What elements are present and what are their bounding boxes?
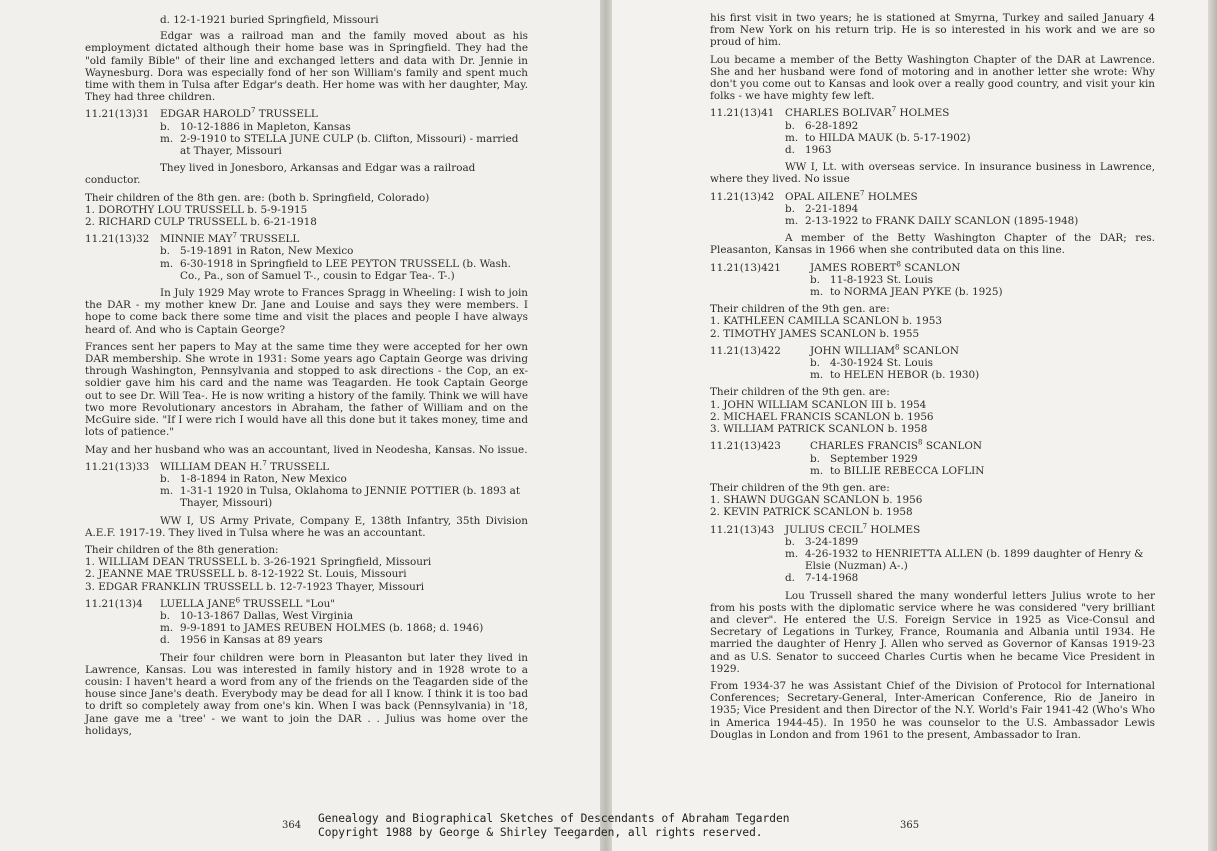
children-list xyxy=(710,482,1155,519)
birth-event: 1-8-1894 in Raton, New Mexico xyxy=(180,472,347,485)
entry-heading xyxy=(85,598,528,610)
entry-number: 11.21(13)422 xyxy=(710,344,781,357)
entry-number: 11.21(13)423 xyxy=(710,440,781,453)
children-list xyxy=(85,544,528,593)
marriage-event: to BILLIE REBECCA LOFLIN xyxy=(830,464,985,477)
birth-event: 5-19-1891 in Raton, New Mexico xyxy=(180,245,354,258)
list-item: 2. RICHARD CULP TRUSSELL b. 6-21-1918 xyxy=(85,216,317,229)
entry-heading xyxy=(85,233,528,245)
entry-events: b. 2-21-1894 m. 2-13-1922 to FRANK DAILY SCANLON (1895-1948) xyxy=(785,203,1155,227)
birth-event: 6-28-1892 xyxy=(805,119,859,132)
paragraph: WW I, Lt. with overseas service. In insurance business in Lawrence, where they lived. No issue xyxy=(710,161,1155,186)
birth-event: 11-8-1923 St. Louis xyxy=(830,273,934,286)
entry-number: 11.21(13)42 xyxy=(710,190,775,203)
paragraph: his first visit in two years; he is stationed at Smyrna, Turkey and sailed January 4 from New York on his return trip. He is so interested in his work and we are so proud of him. xyxy=(710,12,1155,49)
birth-event: 3-24-1899 xyxy=(805,535,859,548)
book-gutter xyxy=(600,0,612,851)
entry-heading xyxy=(710,345,1155,357)
marriage-event: 4-26-1932 to HENRIETTA ALLEN (b. 1899 daughter of Henry & Elsie (Nuzman) A-.) xyxy=(805,547,1144,573)
paragraph: They lived in Jonesboro, Arkansas and Edgar was a railroad conductor. xyxy=(85,162,476,187)
children-list xyxy=(710,386,1155,435)
paragraph: A member of the Betty Washington Chapter of the DAR; res. Pleasanton, Kansas in 1966 when she contributed data on this line. xyxy=(710,232,1155,257)
birth-event: 2-21-1894 xyxy=(805,202,859,215)
marriage-event: 1-31-1 1920 in Tulsa, Oklahoma to JENNIE POTTIER (b. 1893 at Thayer, Missouri) xyxy=(180,485,521,510)
death-event: 1956 in Kansas at 89 years xyxy=(180,634,323,647)
entry-events: b. 3-24-1899 m. 4-26-1932 to HENRIETTA ALLEN (b. 1899 daughter of Henry & Elsie (Nuzman) A-.) d. 7-14-1968 xyxy=(785,536,1155,585)
entry-number: 11.21(13)43 xyxy=(710,523,775,536)
entry-heading xyxy=(85,108,528,120)
children-heading: Their children of the 8th generation: xyxy=(85,543,279,556)
entry-number: 11.21(13)4 xyxy=(85,597,143,610)
list-item: 1. DOROTHY LOU TRUSSELL b. 5-9-1915 xyxy=(85,203,308,216)
entry-name: MINNIE MAY$^7$ TRUSSELL xyxy=(160,231,300,246)
entry-number: 11.21(13)32 xyxy=(85,233,150,246)
list-item: 2. TIMOTHY JAMES SCANLON b. 1955 xyxy=(710,327,920,340)
right-page xyxy=(612,0,1208,851)
marriage-event: to NORMA JEAN PYKE (b. 1925) xyxy=(830,286,1003,299)
list-item: 2. KEVIN PATRICK SCANLON b. 1958 xyxy=(710,506,913,519)
marriage-event: 6-30-1918 in Springfield to LEE PEYTON TRUSSELL (b. Wash. Co., Pa., son of Samuel T-., cousin to Edgar Tea-. T-.) xyxy=(180,257,511,282)
marriage-event: 2-13-1922 to FRANK DAILY SCANLON (1895-1948) xyxy=(805,215,1079,228)
paragraph: WW I, US Army Private, Company E, 138th Infantry, 35th Division A.E.F. 1917-19. They lived in Tulsa where he was an accountant. xyxy=(85,514,528,539)
marriage-event: 9-9-1891 to JAMES REUBEN HOLMES (b. 1868; d. 1946) xyxy=(180,622,484,635)
list-item: 1. JOHN WILLIAM SCANLON III b. 1954 xyxy=(710,398,927,411)
marriage-event: to HELEN HEBOR (b. 1930) xyxy=(830,369,980,382)
entry-name: CHARLES BOLIVAR$^7$ HOLMES xyxy=(785,105,950,120)
list-item: 3. EDGAR FRANKLIN TRUSSELL b. 12-7-1923 Thayer, Missouri xyxy=(85,580,425,593)
entry-events: b. 4-30-1924 St. Louis m. to HELEN HEBOR (b. 1930) xyxy=(810,357,1155,381)
birth-event: September 1929 xyxy=(830,452,918,465)
left-page xyxy=(0,0,600,851)
page-edge xyxy=(1208,0,1217,851)
entry-name: WILLIAM DEAN H.$^7$ TRUSSELL xyxy=(160,459,330,473)
paragraph: From 1934-37 he was Assistant Chief of the Division of Protocol for International Conferences; Secretary-General, Inter-American Conference, Rio de Janeiro in 1935; Vice President and then Director of the N.Y. World's Fair 1941-42 (Who's Who in America 1944-45). In 1950 he was counselor to the U.S. Ambassador Lewis Douglas in London and from 1961 to the present, Ambassador to Iran. xyxy=(710,679,1155,741)
entry-name: JOHN WILLIAM$^8$ SCANLON xyxy=(810,343,959,357)
entry-events: b. 6-28-1892 m. to HILDA MAUK (b. 5-17-1902) d. 1963 xyxy=(785,120,1155,157)
paragraph: May and her husband who was an accountant, lived in Neodesha, Kansas. No issue. xyxy=(85,443,528,456)
paragraph: d. 12-1-1921 buried Springfield, Missouri xyxy=(160,14,379,26)
entry-name: CHARLES FRANCIS$^8$ SCANLON xyxy=(810,438,983,453)
children-list xyxy=(710,303,1155,340)
marriage-event: to HILDA MAUK (b. 5-17-1902) xyxy=(805,131,971,144)
right-text-column xyxy=(710,12,1155,746)
paragraph: In July 1929 May wrote to Frances Spragg in Wheeling: I wish to join the DAR - my mother knew Dr. Jane and Louise and says they were members. I hope to come back there some time and visit the places and people I have always heard of. And who is Captain George? xyxy=(85,287,528,336)
paragraph: Their four children were born in Pleasanton but later they lived in Lawrence, Kansas. Lou was interested in family history and in 1928 wrote to a cousin: I haven't heard a word from any of the friends on the Teagarden side of the house since Jane's death. Everybody may be dead for all I know. I think it is too bad to drift so completely away from one's kin. When I was back (Pennsylvania) in '18, Jane gave me a 'tree' - we want to join the DAR . . Julius was home over the holidays, xyxy=(85,651,528,737)
entry-events: b. 10-13-1867 Dallas, West Virginia m. 9-9-1891 to JAMES REUBEN HOLMES (b. 1868; d. 1946) d. 1956 in Kansas at 89 years xyxy=(160,610,528,647)
page-number: 364 xyxy=(282,820,302,831)
paragraph: Edgar was a railroad man and the family moved about as his employment dictated although their home base was in Springfield. They had the "old family Bible" of their line and exchanged letters and data with Dr. Jennie in Waynesburg. Dora was especially fond of her son William's family and spent much time with them in Tulsa after Edgar's death. Her home was with her daughter, May. They had three children. xyxy=(85,30,528,104)
entry-heading xyxy=(710,191,1155,203)
footer-copyright: Copyright 1988 by George & Shirley Teegarden, all rights reserved. xyxy=(318,826,763,839)
birth-event: 10-12-1886 in Mapleton, Kansas xyxy=(180,120,351,133)
death-event: 1963 xyxy=(805,144,832,157)
paragraph: Lou became a member of the Betty Washington Chapter of the DAR at Lawrence. She and her husband were fond of motoring and in another letter she wrote: Why don't you come out to Kansas and look over a really good country, and visit your kin folks - we have mighty few left. xyxy=(710,53,1155,103)
children-heading: Their children of the 9th gen. are: xyxy=(710,481,890,494)
list-item: 2. JEANNE MAE TRUSSELL b. 8-12-1922 St. Louis, Missouri xyxy=(85,568,407,581)
birth-event: 10-13-1867 Dallas, West Virginia xyxy=(180,609,354,622)
entry-events: b. 11-8-1923 St. Louis m. to NORMA JEAN PYKE (b. 1925) xyxy=(810,274,1155,298)
entry-name: OPAL AILENE$^7$ HOLMES xyxy=(785,189,918,203)
entry-name: JULIUS CECIL$^7$ HOLMES xyxy=(785,522,921,536)
entry-name: LUELLA JANE$^6$ TRUSSELL "Lou" xyxy=(160,596,336,610)
entry-heading xyxy=(710,262,1155,274)
entry-number: 11.21(13)31 xyxy=(85,108,150,121)
entry-number: 11.21(13)421 xyxy=(710,261,781,274)
paragraph: Frances sent her papers to May at the same time they were accepted for her own DAR membership. She wrote in 1931: Some years ago Captain George was driving through Washington, Pennsylvania and stopped to ask directions - the Cop, an ex-soldier gave him his card and the name was Teagarden. He took Captain George out to see Dr. Will Tea-. He is now writing a history of the family. Think we will have two more Revolutionary ancestors in Abraham, the father of William and on the McGuire side. "If I were rich I would have all this done but it takes money, time and lots of patience." xyxy=(85,340,528,439)
list-item: 1. SHAWN DUGGAN SCANLON b. 1956 xyxy=(710,494,923,507)
entry-name: JAMES ROBERT$^8$ SCANLON xyxy=(810,260,961,274)
list-item: 3. WILLIAM PATRICK SCANLON b. 1958 xyxy=(710,423,928,436)
death-event: 7-14-1968 xyxy=(805,572,859,585)
list-item: 2. MICHAEL FRANCIS SCANLON b. 1956 xyxy=(710,410,934,423)
children-heading: Their children of the 9th gen. are: xyxy=(710,303,890,316)
children-heading: Their children of the 9th gen. are: xyxy=(710,386,890,399)
entry-events: b. 5-19-1891 in Raton, New Mexico m. 6-30-1918 in Springfield to LEE PEYTON TRUSSELL (b. Wash. Co., Pa., son of Samuel T-., cousin to Edgar Tea-. T-.) xyxy=(160,245,528,282)
birth-event: 4-30-1924 St. Louis xyxy=(830,357,934,370)
list-item: 1. WILLIAM DEAN TRUSSELL b. 3-26-1921 Springfield, Missouri xyxy=(85,556,432,569)
paragraph: Lou Trussell shared the many wonderful letters Julius wrote to her from his posts with the diplomatic service where he was considered "very brilliant and clever". He entered the U.S. Foreign Service in 1925 as Vice-Consul and Secretary of Legations in Turkey, France, Roumania and Albania until 1934. He married the daughter of Henry J. Allen who served as Governor of Kansas 1919-23 and as U.S. Senator to succeed Charles Curtis when he became Vice President in 1929. xyxy=(710,589,1155,675)
children-heading: Their children of the 8th gen. are: (both b. Springfield, Colorado) xyxy=(85,191,430,204)
entry-events: b. 10-12-1886 in Mapleton, Kansas m. 2-9-1910 to STELLA JUNE CULP (b. Clifton, Missouri) - married at Thayer, Missouri xyxy=(160,121,528,158)
children-list xyxy=(85,192,528,229)
entry-heading xyxy=(710,107,1155,119)
entry-heading xyxy=(85,461,528,473)
page-number: 365 xyxy=(900,820,920,831)
entry-number: 11.21(13)41 xyxy=(710,107,775,120)
entry-events: b. September 1929 m. to BILLIE REBECCA LOFLIN xyxy=(810,453,1155,477)
entry-heading xyxy=(710,440,1155,452)
entry-events: b. 1-8-1894 in Raton, New Mexico m. 1-31-1 1920 in Tulsa, Oklahoma to JENNIE POTTIER (b. 1893 at Thayer, Missouri) xyxy=(160,473,528,510)
left-text-column xyxy=(85,14,528,742)
entry-number: 11.21(13)33 xyxy=(85,460,150,473)
marriage-event: 2-9-1910 to STELLA JUNE CULP (b. Clifton, Missouri) - married at Thayer, Missouri xyxy=(180,132,519,158)
entry-name: EDGAR HAROLD$^7$ TRUSSELL xyxy=(160,106,318,121)
list-item: 1. KATHLEEN CAMILLA SCANLON b. 1953 xyxy=(710,315,942,328)
footer-title: Genealogy and Biographical Sketches of Descendants of Abraham Tegarden xyxy=(318,812,790,825)
entry-heading xyxy=(710,524,1155,536)
copyright-footer xyxy=(318,812,789,840)
